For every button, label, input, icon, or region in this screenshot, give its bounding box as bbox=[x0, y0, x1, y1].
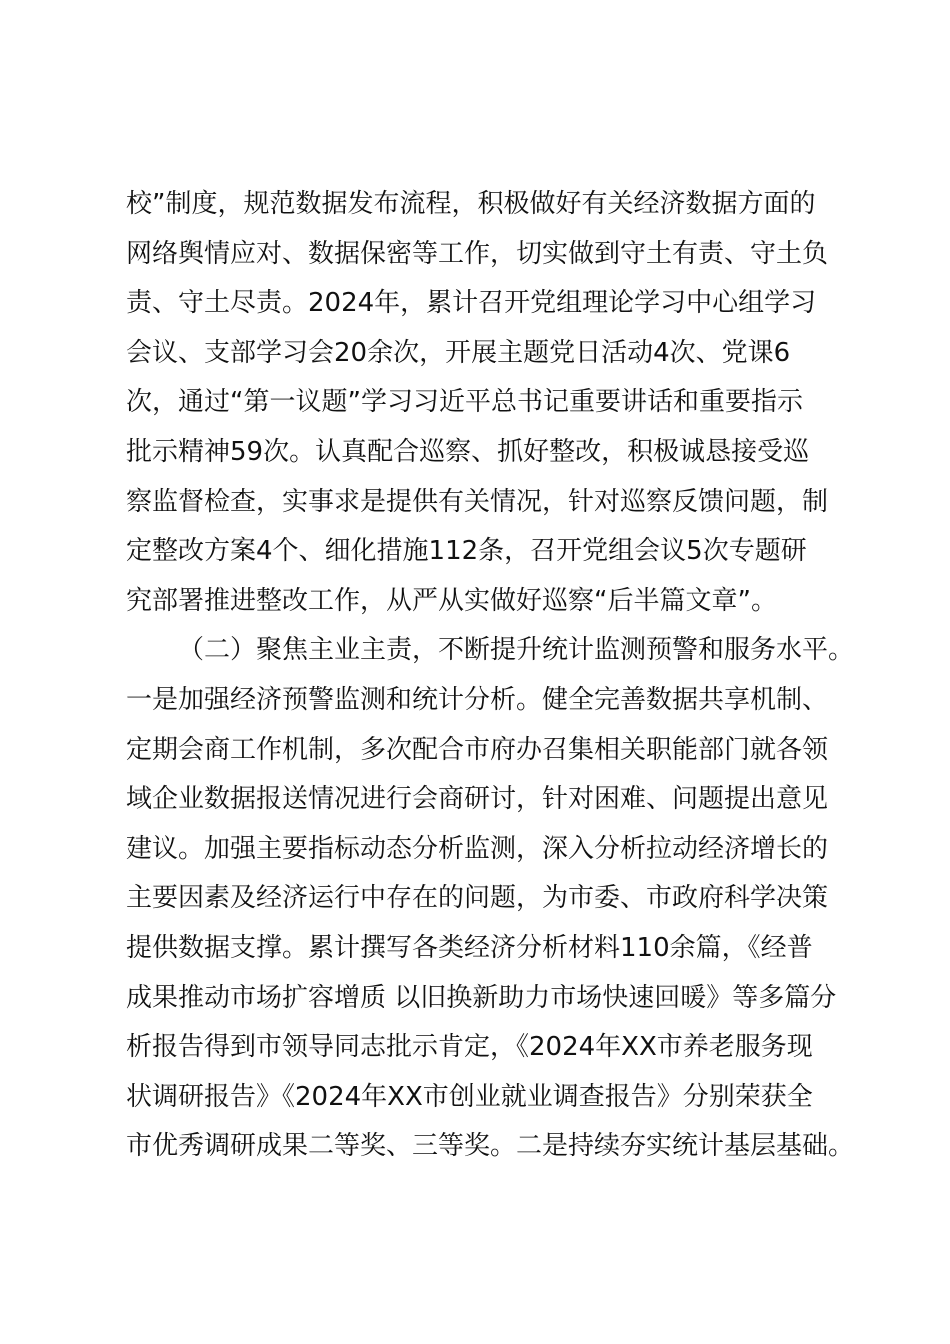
paragraph-line: 责、守土尽责。2024年，累计召开党组理论学习中心组学习 bbox=[126, 288, 817, 319]
document-body bbox=[126, 180, 856, 1172]
paragraph-line: 网络舆情应对、数据保密等工作，切实做到守土有责、守土负 bbox=[126, 238, 829, 269]
paragraph-line: 状调研报告》《2024年XX市创业就业调查报告》分别荣获全 bbox=[126, 1081, 813, 1112]
paragraph-line: 定整改方案4个、细化措施112条，召开党组会议5次专题研 bbox=[126, 536, 807, 567]
paragraph-line: 察监督检查，实事求是提供有关情况，针对巡察反馈问题，制 bbox=[126, 486, 829, 517]
paragraph-line: 批示精神59次。认真配合巡察、抓好整改，积极诚恳接受巡 bbox=[126, 436, 810, 467]
paragraph-line: 市优秀调研成果二等奖、三等奖。二是持续夯实统计基层基础。 bbox=[126, 1131, 855, 1162]
paragraph-line: 成果推动市场扩容增质 以旧换新助力市场快速回暖》等多篇分 bbox=[126, 982, 837, 1013]
paragraph-line: 究部署推进整改工作，从严从实做好巡察“后半篇文章”。 bbox=[126, 585, 777, 616]
paragraph-line: 定期会商工作机制，多次配合市府办召集相关职能部门就各领 bbox=[126, 734, 829, 765]
paragraph-line: 析报告得到市领导同志批示肯定，《2024年XX市养老服务现 bbox=[126, 1032, 813, 1063]
paragraph-line: 域企业数据报送情况进行会商研讨，针对困难、问题提出意见 bbox=[126, 784, 829, 815]
paragraph-line: 一是加强经济预警监测和统计分析。健全完善数据共享机制、 bbox=[126, 684, 829, 715]
paragraph-line: 主要因素及经济运行中存在的问题，为市委、市政府科学决策 bbox=[126, 883, 829, 914]
paragraph-line: 次，通过“第一议题”学习习近平总书记重要讲话和重要指示 bbox=[126, 387, 803, 418]
paragraph-line: 校”制度，规范数据发布流程，积极做好有关经济数据方面的 bbox=[126, 189, 816, 219]
paragraph-line: 建议。加强主要指标动态分析监测，深入分析拉动经济增长的 bbox=[126, 833, 829, 864]
paragraph-line: 提供数据支撑。累计撰写各类经济分析材料110余篇，《经普 bbox=[126, 932, 813, 963]
section-heading-line: （二）聚焦主业主责，不断提升统计监测预警和服务水平。 bbox=[178, 635, 855, 666]
paragraph-line: 会议、支部学习会20余次，开展主题党日活动4次、党课6 bbox=[126, 337, 791, 368]
